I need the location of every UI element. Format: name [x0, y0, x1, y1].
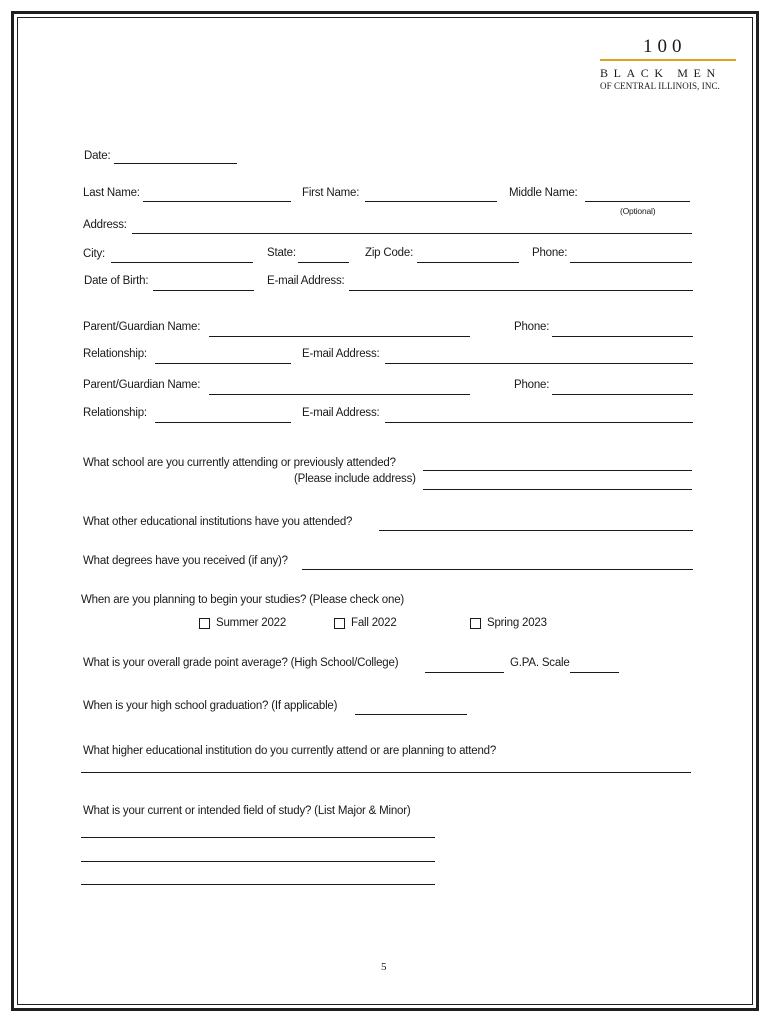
guardian1-email-field[interactable]: [385, 363, 693, 364]
spring-2023-checkbox[interactable]: [470, 618, 481, 629]
higher-ed-field[interactable]: [81, 772, 691, 773]
gpa-question: What is your overall grade point average? (High School/College): [83, 657, 399, 669]
last-name-label: Last Name:: [83, 187, 140, 199]
logo-subtitle: OF CENTRAL ILLINOIS, INC.: [600, 81, 720, 91]
begin-studies-question: When are you planning to begin your studies? (Please check one): [81, 594, 405, 606]
guardian2-phone-field[interactable]: [552, 394, 693, 395]
date-of-birth-label: Date of Birth:: [84, 275, 149, 287]
logo-number: 100: [643, 36, 687, 57]
gpa-scale-label: G.PA. Scale: [510, 657, 570, 669]
date-label: Date:: [84, 150, 111, 162]
school-field-line2[interactable]: [423, 489, 692, 490]
guardian2-name-label: Parent/Guardian Name:: [83, 379, 201, 391]
summer-2022-label: Summer 2022: [216, 617, 287, 629]
school-address-note: (Please include address): [294, 473, 416, 485]
school-field-line1[interactable]: [423, 470, 692, 471]
zip-code-label: Zip Code:: [365, 247, 414, 259]
phone-label: Phone:: [532, 247, 568, 259]
date-field[interactable]: [114, 163, 237, 164]
email-label: E-mail Address:: [267, 275, 345, 287]
guardian1-name-label: Parent/Guardian Name:: [83, 321, 201, 333]
guardian2-phone-label: Phone:: [514, 379, 550, 391]
guardian1-email-label: E-mail Address:: [302, 348, 380, 360]
logo-divider: [600, 59, 736, 61]
fall-2022-checkbox[interactable]: [334, 618, 345, 629]
field-of-study-line3[interactable]: [81, 884, 435, 885]
guardian2-email-label: E-mail Address:: [302, 407, 380, 419]
first-name-label: First Name:: [302, 187, 360, 199]
field-of-study-line1[interactable]: [81, 837, 435, 838]
state-field[interactable]: [298, 262, 349, 263]
address-field[interactable]: [132, 233, 692, 234]
page-border-inner: [17, 17, 753, 1005]
guardian2-name-field[interactable]: [209, 394, 470, 395]
guardian1-relationship-field[interactable]: [155, 363, 291, 364]
hs-graduation-question: When is your high school graduation? (If applicable): [83, 700, 338, 712]
optional-note: (Optional): [620, 206, 656, 216]
email-field[interactable]: [349, 290, 693, 291]
school-question: What school are you currently attending or previously attended?: [83, 457, 396, 469]
last-name-field[interactable]: [143, 201, 291, 202]
hs-graduation-field[interactable]: [355, 714, 467, 715]
fall-2022-label: Fall 2022: [351, 617, 397, 629]
guardian2-email-field[interactable]: [385, 422, 693, 423]
higher-ed-question: What higher educational institution do you currently attend or are planning to attend?: [83, 745, 497, 757]
spring-2023-label: Spring 2023: [487, 617, 547, 629]
other-institutions-question: What other educational institutions have you attended?: [83, 516, 353, 528]
zip-code-field[interactable]: [417, 262, 519, 263]
summer-2022-checkbox[interactable]: [199, 618, 210, 629]
guardian1-relationship-label: Relationship:: [83, 348, 147, 360]
guardian2-relationship-field[interactable]: [155, 422, 291, 423]
field-of-study-line2[interactable]: [81, 861, 435, 862]
date-of-birth-field[interactable]: [153, 290, 254, 291]
state-label: State:: [267, 247, 296, 259]
guardian1-phone-field[interactable]: [552, 336, 693, 337]
logo-name: BLACK MEN: [600, 66, 721, 80]
address-label: Address:: [83, 219, 127, 231]
other-institutions-field[interactable]: [379, 530, 693, 531]
guardian2-relationship-label: Relationship:: [83, 407, 147, 419]
gpa-field[interactable]: [425, 672, 504, 673]
gpa-scale-field[interactable]: [570, 672, 619, 673]
degrees-field[interactable]: [302, 569, 693, 570]
city-field[interactable]: [111, 262, 253, 263]
guardian1-phone-label: Phone:: [514, 321, 550, 333]
middle-name-field[interactable]: [585, 201, 690, 202]
guardian1-name-field[interactable]: [209, 336, 470, 337]
page-number: 5: [381, 961, 387, 973]
degrees-question: What degrees have you received (if any)?: [83, 555, 288, 567]
phone-field[interactable]: [570, 262, 692, 263]
city-label: City:: [83, 248, 106, 260]
field-of-study-question: What is your current or intended field of study? (List Major & Minor): [83, 805, 411, 817]
first-name-field[interactable]: [365, 201, 497, 202]
middle-name-label: Middle Name:: [509, 187, 578, 199]
